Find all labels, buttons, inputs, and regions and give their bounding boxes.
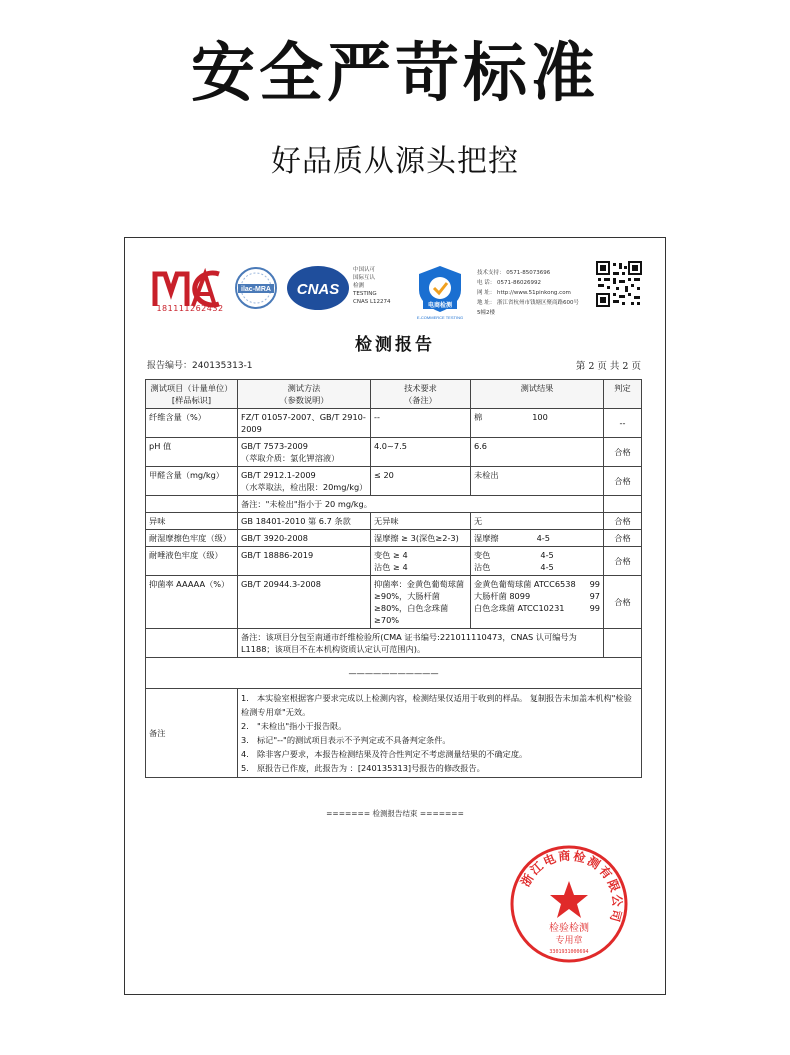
accreditation-logos <box>149 260 645 330</box>
cnas-side-line: CNAS L12274 <box>353 299 391 305</box>
cell-requirement: 4.0~7.5 <box>371 438 471 467</box>
page-subheadline: 好品质从源头把控 <box>271 144 519 179</box>
table-row <box>146 409 642 438</box>
cell-result: 未检出 <box>471 467 604 496</box>
header-item <box>146 380 238 409</box>
note-item: 2. "未检出"指小于报告限。 <box>241 721 347 731</box>
header-method-label: 测试方法 <box>287 383 321 393</box>
cell-empty <box>604 629 642 658</box>
cell-judgement: 合格 <box>604 576 642 629</box>
cell-judgement: 合格 <box>604 513 642 530</box>
method-note: （水萃取法，检出限：20mg/kg） <box>241 482 368 492</box>
cell-method: GB/T 18886-2019 <box>238 547 371 576</box>
table-note-row <box>146 629 642 658</box>
result-line <box>474 602 600 614</box>
header-req-label: 技术要求 <box>404 383 437 393</box>
cell-item: 抑菌率 AAAAA（%） <box>146 576 238 629</box>
svg-text:CNAS: CNAS <box>296 281 340 298</box>
report-number <box>147 358 253 371</box>
cell-divider: ——————————— <box>146 658 642 689</box>
cell-requirement: -- <box>371 409 471 438</box>
method-code: GB/T 7573-2009 <box>241 441 308 451</box>
table-divider-row <box>146 658 642 689</box>
result-value: 4-5 <box>540 550 554 560</box>
cell-method: FZ/T 01057-2007、GB/T 2910-2009 <box>238 409 371 438</box>
result-label: 白色念珠菌 ATCC10231 <box>474 603 565 613</box>
header-method <box>238 380 371 409</box>
report-number-value: 240135313-1 <box>192 361 253 371</box>
cell-result: 6.6 <box>471 438 604 467</box>
req-line: 沾色 ≥ 4 <box>374 562 408 572</box>
method-code: GB/T 2912.1-2009 <box>241 470 316 480</box>
cnas-side-line: TESTING <box>353 291 377 297</box>
header-requirement <box>371 380 471 409</box>
result-value: 99 <box>589 579 600 589</box>
header-item-sub: [样品标识] <box>171 395 212 405</box>
official-seal <box>508 843 630 965</box>
seal-ring-text: 浙江电商检测有限公司 <box>518 848 625 926</box>
notes-label: 备注 <box>146 689 238 778</box>
contact-line: 电 话： 0571-86026992 <box>477 280 541 286</box>
ilac-mra-logo <box>234 266 278 310</box>
test-results-table <box>145 379 642 778</box>
method-note: （萃取介质：氯化钾溶液） <box>241 453 340 463</box>
note-item: 5. 原报告已作废，此报告为 ：[240135313]号报告的修改报告。 <box>241 763 485 773</box>
cell-requirement: ≤ 20 <box>371 467 471 496</box>
cell-requirement: 抑菌率：金黄色葡萄球菌≥90%，大肠杆菌≥80%，白色念珠菌≥70% <box>371 576 471 629</box>
cell-requirement: 湿摩擦 ≥ 3(深色≥2-3) <box>371 530 471 547</box>
result-label: 大肠杆菌 8099 <box>474 591 531 601</box>
test-report-document <box>124 237 666 995</box>
cnas-logo <box>285 264 351 312</box>
cell-result <box>471 530 604 547</box>
page-headline: 安全严苛标准 <box>191 37 599 111</box>
result-value: 100 <box>532 412 548 422</box>
header-judgement <box>604 380 642 409</box>
cell-empty <box>146 496 238 513</box>
report-title: 检测报告 <box>355 335 435 355</box>
table-header-row <box>146 380 642 409</box>
report-number-label: 报告编号： <box>147 361 193 371</box>
header-result <box>471 380 604 409</box>
table-row <box>146 513 642 530</box>
contact-line: 网 址： http://www.51pinkong.com <box>477 290 571 296</box>
cell-item: 甲醛含量（mg/kg） <box>146 467 238 496</box>
result-line <box>474 590 600 602</box>
cell-item: pH 值 <box>146 438 238 467</box>
seal-star-icon <box>550 881 588 918</box>
cell-result <box>471 576 604 629</box>
svg-text:ilac-MRA: ilac-MRA <box>241 286 271 293</box>
cell-method: GB/T 20944.3-2008 <box>238 576 371 629</box>
cell-method: GB 18401-2010 第 6.7 条款 <box>238 513 371 530</box>
cell-item: 耐唾液色牢度（级） <box>146 547 238 576</box>
result-line <box>474 561 600 573</box>
page-info: 第 2 页 共 2 页 <box>575 361 641 372</box>
ecom-logo-subtext: E-COMMERCE TESTING <box>416 315 464 320</box>
seal-center-line1: 检验检测 <box>549 923 589 934</box>
cma-number: 181111262432 <box>156 304 224 313</box>
header-judge-label: 判定 <box>614 383 631 393</box>
cell-method <box>238 438 371 467</box>
result-value: 97 <box>589 591 600 601</box>
seal-number: 3301931000694 <box>549 949 589 955</box>
cell-item: 纤维含量（%） <box>146 409 238 438</box>
cnas-side-line: 检测 <box>353 283 365 289</box>
result-label: 湿摩擦 <box>474 533 499 543</box>
table-note-row <box>146 496 642 513</box>
result-label: 棉 <box>474 412 483 422</box>
result-label: 金黄色葡萄球菌 ATCC6538 <box>474 579 576 589</box>
cell-note: 备注："未检出"指小于 20 mg/kg。 <box>238 496 604 513</box>
ecommerce-testing-logo <box>405 262 475 324</box>
cnas-side-text <box>353 266 393 306</box>
cell-judgement: 合格 <box>604 530 642 547</box>
contact-line: 5幢2楼 <box>477 310 495 316</box>
header-req-sub: （备注） <box>404 395 437 405</box>
contact-line: 地 址： 浙江省杭州市钱塘区聚商路600号 <box>477 300 579 306</box>
header-method-sub: （参数说明） <box>279 395 329 405</box>
contact-info <box>477 268 587 318</box>
qr-code-icon <box>595 260 643 314</box>
table-row <box>146 547 642 576</box>
note-item: 4. 除非客户要求，本报告检测结果及符合性判定不考虑测量结果的不确定度。 <box>241 749 528 759</box>
report-end-marker: ======= 检测报告结束 ======= <box>326 809 464 818</box>
notes-row <box>146 689 642 778</box>
result-value: 4-5 <box>540 562 554 572</box>
contact-line: 技术支持： 0571-85073696 <box>477 270 551 276</box>
cell-result: 无 <box>471 513 604 530</box>
result-value: 4-5 <box>536 533 550 543</box>
notes-list <box>238 689 642 778</box>
result-value: 99 <box>589 603 600 613</box>
cell-judgement: 合格 <box>604 547 642 576</box>
cell-note: 备注：该项目分包至南通市纤维检验所(CMA 证书编号:221011110473，CNAS 认可编号为 L1188；该项目不在本机构资质认定认可范围内)。 <box>238 629 604 658</box>
req-line: 变色 ≥ 4 <box>374 550 408 560</box>
cell-result <box>471 547 604 576</box>
result-label: 变色 <box>474 550 491 560</box>
cell-requirement: 无异味 <box>371 513 471 530</box>
cell-method: GB/T 3920-2008 <box>238 530 371 547</box>
table-row <box>146 467 642 496</box>
seal-center-line2: 专用章 <box>555 936 583 946</box>
cell-judgement: -- <box>604 409 642 438</box>
cell-result <box>471 409 604 438</box>
note-item: 3. 标记"--"的测试项目表示不予判定或不具备判定条件。 <box>241 735 451 745</box>
header-result-label: 测试结果 <box>520 383 554 393</box>
cell-judgement: 合格 <box>604 467 642 496</box>
cell-judgement: 合格 <box>604 438 642 467</box>
result-line <box>474 578 600 590</box>
cell-method <box>238 467 371 496</box>
table-row <box>146 576 642 629</box>
cnas-side-line: 国际互认 <box>353 275 376 281</box>
cell-empty <box>604 496 642 513</box>
note-item: 1. 本实验室根据客户要求完成以上检测内容，检测结果仅适用于收到的样品。 复制报告未加盖本机构"检验检测专用章"无效。 <box>241 693 632 717</box>
cell-requirement <box>371 547 471 576</box>
header-item-label: 测试项目（计量单位） <box>150 383 233 393</box>
table-row <box>146 438 642 467</box>
cell-item: 耐湿摩擦色牢度（级） <box>146 530 238 547</box>
table-row <box>146 530 642 547</box>
cell-item: 异味 <box>146 513 238 530</box>
result-label: 沾色 <box>474 562 491 572</box>
cnas-side-line: 中国认可 <box>353 267 376 273</box>
cell-empty <box>146 629 238 658</box>
result-line <box>474 549 600 561</box>
ecom-logo-text: 电商检测 <box>427 302 453 309</box>
